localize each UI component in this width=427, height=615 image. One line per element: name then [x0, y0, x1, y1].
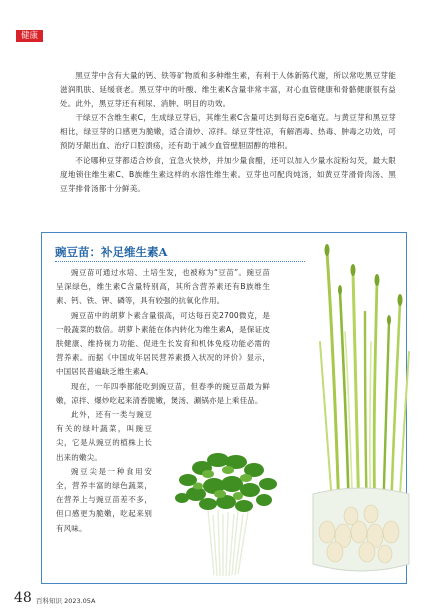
pea-shoot-paragraph-3: 现在，一年四季都能吃到豌豆苗，但春季的豌豆苗最为鲜嫩，凉拌、爆炒吃起来清香脆嫩，煲汤、涮锅亦是上乘佳品。 — [56, 381, 270, 405]
publication-info: 百科知识 2023.05A — [36, 597, 96, 605]
pea-tip-paragraph-1: 此外，还有一类与豌豆有关的绿叶蔬菜，叫豌豆尖，它是从豌豆的植株上长出来的嫩尖。 — [56, 410, 152, 462]
pea-tip-paragraph-2: 豌豆尖是一种食用安全，营养丰富的绿色蔬菜，在营养上与豌豆苗差不多，但口感更为脆嫩，吃起来别有风味。 — [56, 466, 152, 533]
sidebar-title: 豌豆苗：补足维生素A — [55, 245, 168, 259]
paragraph-black-sprouts: 黑豆芽中含有大量的钙、铁等矿物质和多种维生素，有利于人体新陈代谢，所以常吃黑豆芽能滋润肌肤、延缓衰老。黑豆芽中的叶酸、维生素K含量非常丰富，对心血管健康和骨骼健康很有益处。此外，黑豆芽还有利尿、消肿、明目的功效。 — [60, 71, 396, 109]
bean-sprouts-jar-image — [305, 232, 417, 584]
page-number: 48 — [14, 590, 32, 606]
pea-shoot-paragraph-2: 豌豆苗中的胡萝卜素含量很高，可达每百克2700微克，是一般蔬菜的数倍。胡萝卜素能在体内转化为维生素A，是保证皮肤健康、维持视力功能、促进生长发育和机体免疫功能必需的营养素。而据《中国成年居民营养素摄入状况的评价》显示，中国居民普遍缺乏维生素A。 — [56, 310, 270, 377]
pea-shoots-image — [168, 440, 286, 580]
title-divider — [55, 261, 305, 262]
article-intro — [60, 69, 396, 196]
paragraph-cooking-tips: 不论哪种豆芽都适合炒食，宜急火快炒，并加少量食醋，还可以加入少量水淀粉勾芡，最大限度地锁住维生素C、B族维生素这样的水溶性维生素。豆芽也可配肉炖汤，如黄豆芽滑骨肉汤、黑豆芽排骨汤都十分鲜美。 — [60, 155, 396, 193]
paragraph-mung-sprouts: 干绿豆不含维生素C，生成绿豆芽后，其维生素C含量可达到每百克6毫克。与黄豆芽和黑豆芽相比，绿豆芽的口感更为脆嫩，适合清炒、凉拌。绿豆芽性凉，有解酒毒、热毒、肿毒之功效，可预防牙龈出血、治疗口腔溃疡，还有助于减少血管壁胆固醇的堆积。 — [60, 113, 396, 151]
section-tag: 健康 — [16, 30, 43, 42]
pea-shoot-paragraph-1: 豌豆苗可通过水培、土培生发，也被称为“豆苗”。豌豆苗呈深绿色，维生素C含量特别高，其所含营养素还有B族维生素、钙、铁、钾、磷等，具有较强的抗氧化作用。 — [56, 268, 270, 306]
